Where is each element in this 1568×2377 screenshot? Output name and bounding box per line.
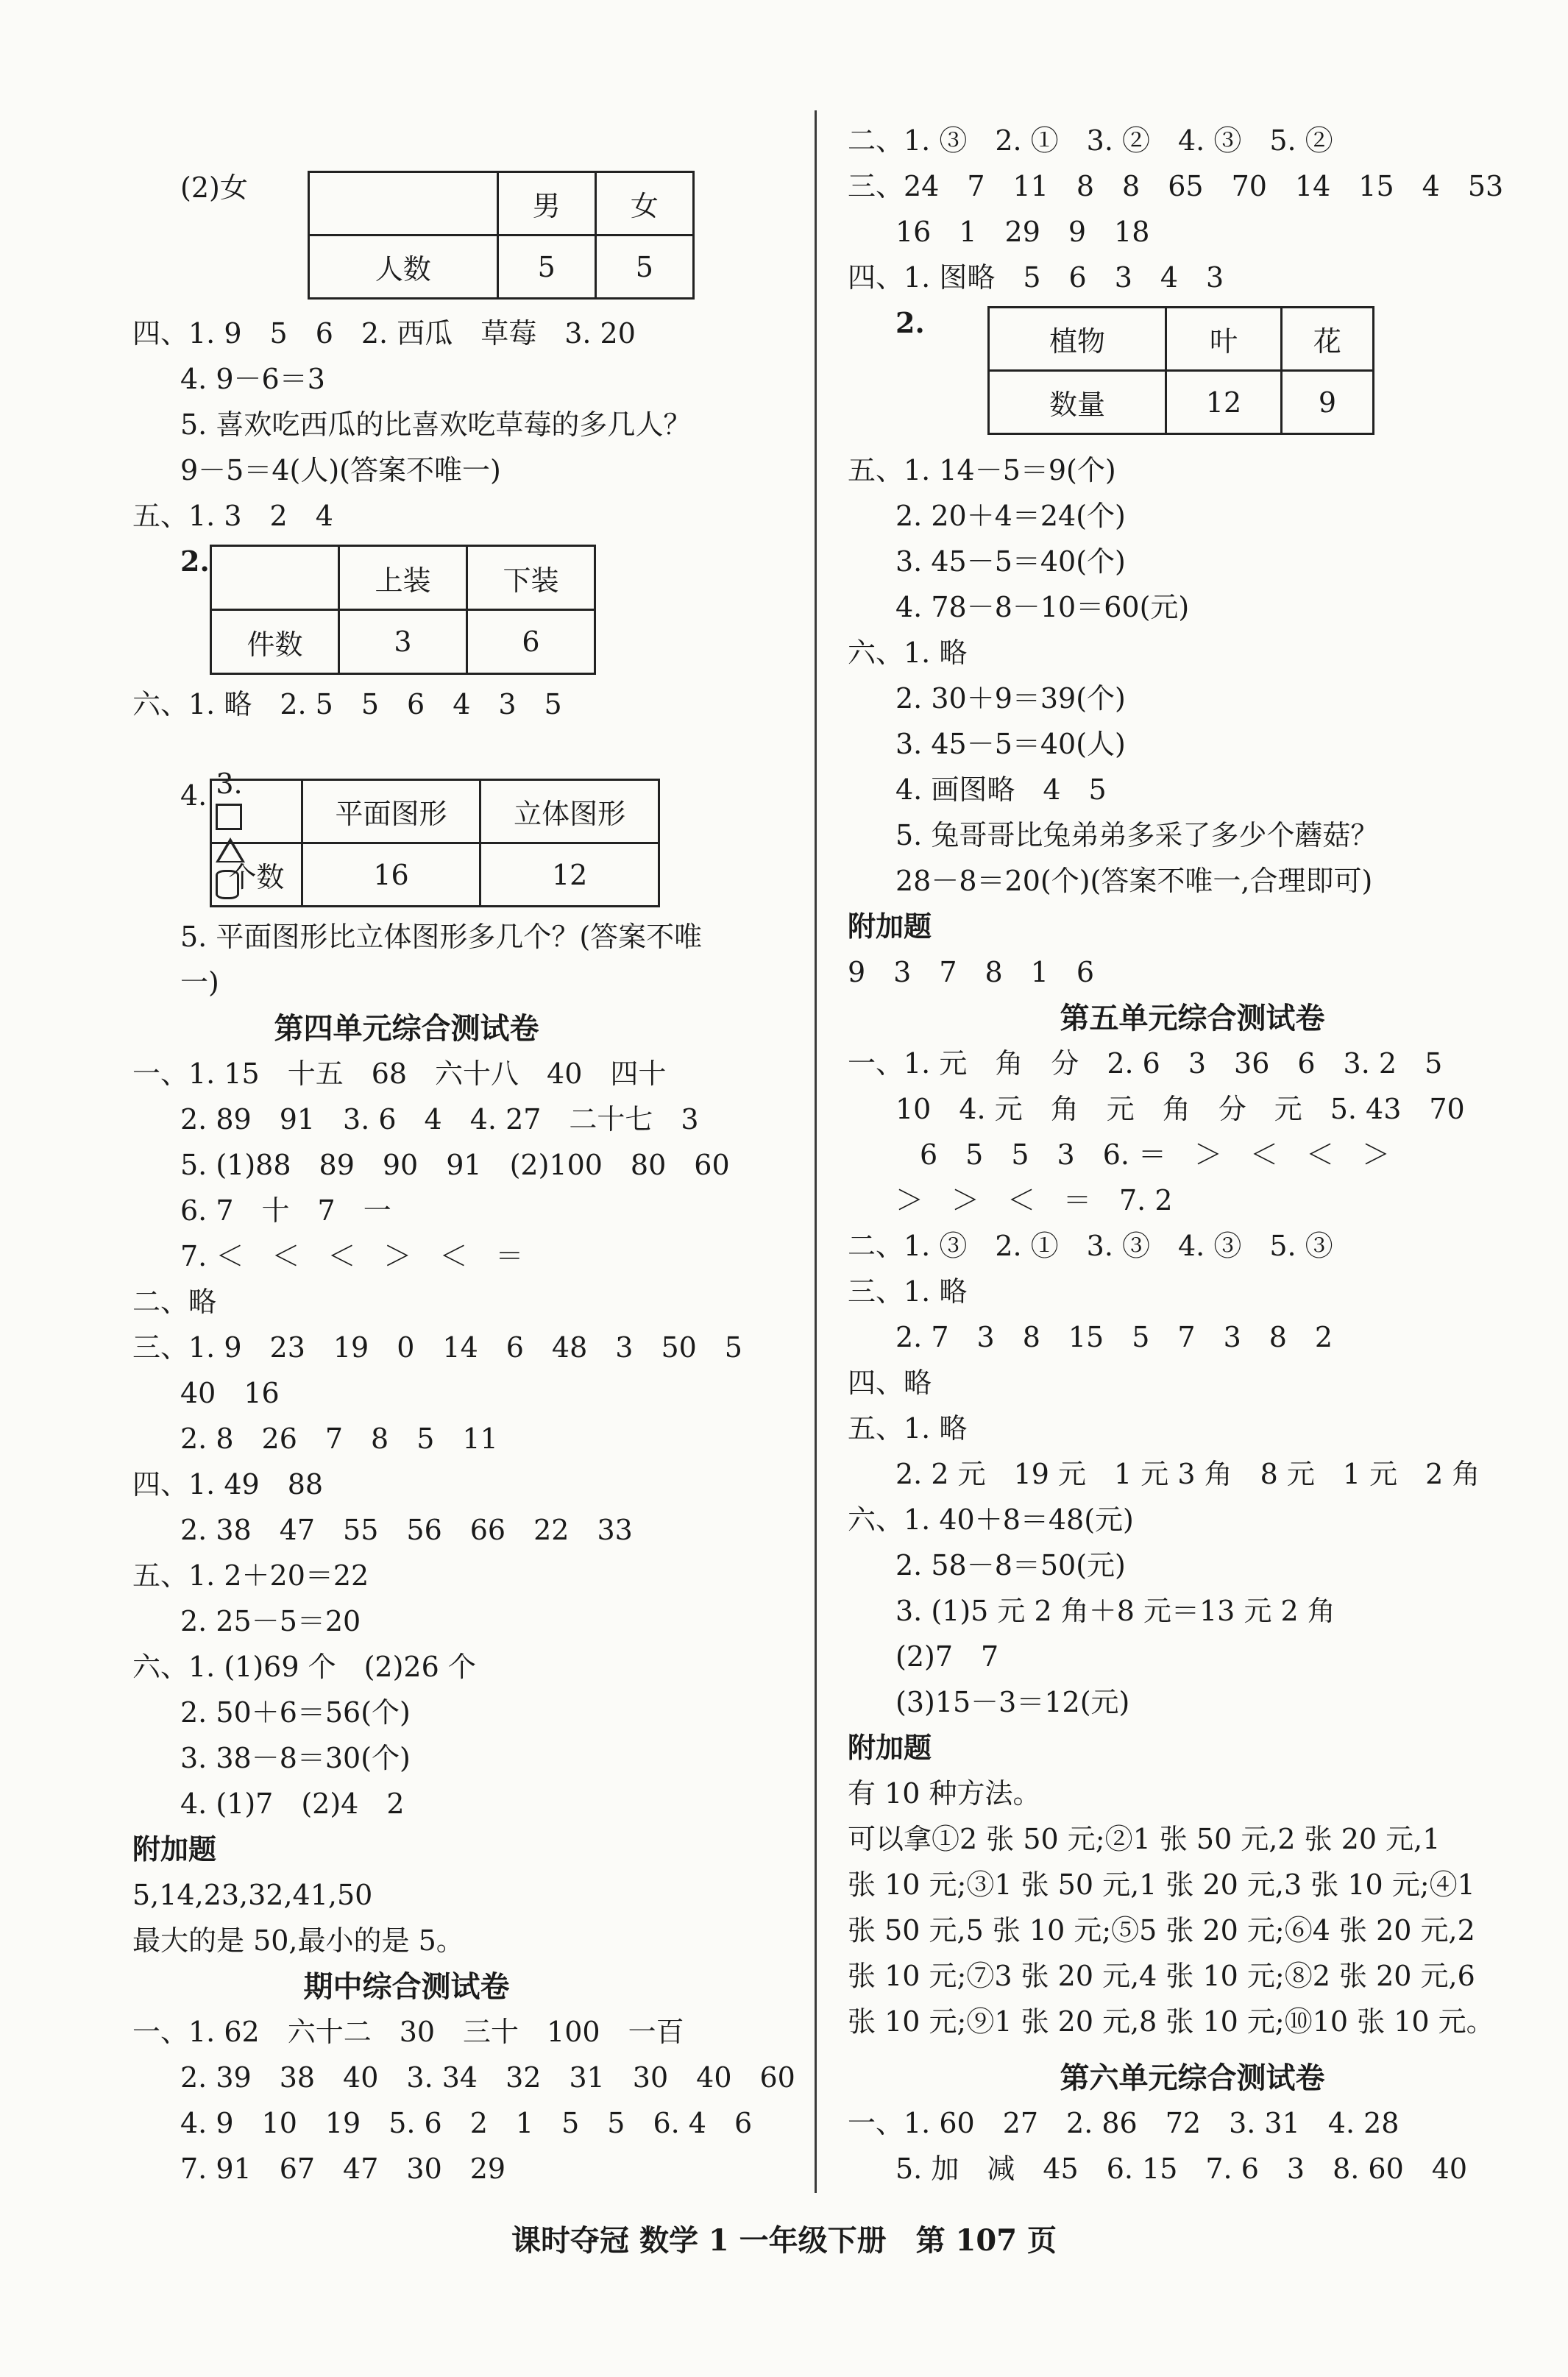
answer-line: 有 10 种方法。 [848,1777,1041,1810]
answer-line: 六、1. 40＋8＝48(元) [848,1503,1134,1536]
answer-line: 3. 45－5＝40(个) [895,545,1126,578]
answer-line: (3)15－3＝12(元) [895,1686,1130,1718]
answer-line: 四、1. 图略 5 6 3 4 3 [848,261,1224,294]
answer-line: 三、24 7 11 8 8 65 70 14 15 4 53 [848,170,1504,202]
answer-line: 2. 2 元 19 元 1 元 3 角 8 元 1 元 2 角 [895,1458,1480,1490]
answer-line: 2. 25－5＝20 [180,1605,361,1637]
answer-line: 张 10 元;⑨1 张 20 元,8 张 10 元;⑩10 张 10 元。 [848,2005,1494,2038]
answer-line: 4. 9－6＝3 [180,363,325,395]
section-title: 第六单元综合测试卷 [1060,2061,1325,2095]
answer-line: 4. 画图略 4 5 [895,773,1107,806]
answer-line: 二、略 [132,1286,217,1318]
table-cell: 5 [595,235,693,299]
section-title: 第四单元综合测试卷 [274,1012,539,1046]
answer-line: (2)7 7 [895,1640,999,1673]
page-footer: 课时夺冠 数学 1 一年级下册 第 107 页 [511,2223,1057,2258]
answer-line: 六、1. 略 2. 5 5 6 4 3 5 [132,688,562,720]
answer-line: 10 4. 元 角 元 角 分 元 5. 43 70 [895,1093,1465,1125]
clothing-table [210,545,596,675]
answer-line: 3. 38－8＝30(个) [180,1742,411,1774]
answer-line: 5,14,23,32,41,50 [132,1879,373,1911]
answer-line: 可以拿①2 张 50 元;②1 张 50 元,2 张 20 元,1 [848,1823,1441,1855]
answer-line: 一、1. 60 27 2. 86 72 3. 31 4. 28 [848,2107,1400,2139]
answer-line: 六、1. 略 [848,637,968,669]
answer-line: 2. [180,545,210,578]
gender-table [308,171,695,300]
answer-line: 7. 91 67 47 30 29 [180,2153,506,2185]
table-cell [211,780,302,843]
answer-line: 16 1 29 9 18 [895,216,1150,248]
answer-line: 一、1. 62 六十二 30 三十 100 一百 [132,2016,684,2048]
answer-line: 2. 58－8＝50(元) [895,1549,1126,1581]
table-cell: 9 [1281,371,1373,434]
table-cell: 6 [467,610,595,674]
table-cell [309,172,498,235]
answer-line: 4. [180,779,207,812]
answer-line: 五、1. 略 [848,1412,968,1445]
extra-question-label: 附加题 [132,1833,217,1866]
answer-line: 张 10 元;⑦3 张 20 元,4 张 10 元;⑧2 张 20 元,6 [848,1960,1475,1992]
section-title: 期中综合测试卷 [303,1970,510,2004]
answer-line: 4. 78－8－10＝60(元) [895,591,1190,623]
table-cell: 5 [497,235,595,299]
answer-line: 四、略 [848,1367,932,1399]
table-cell: 件数 [211,610,339,674]
table-cell: 叶 [1166,308,1282,371]
answer-line: 张 50 元,5 张 10 元;⑤5 张 20 元;⑥4 张 20 元,2 [848,1914,1475,1946]
answer-line: 9 3 7 8 1 6 [848,956,1095,988]
table-cell: 3 [339,610,467,674]
answer-line: 5. (1)88 89 90 91 (2)100 80 60 [180,1149,730,1181]
table-cell: 16 [302,843,480,907]
answer-line: 4. (1)7 (2)4 2 [180,1788,405,1820]
answer-line: 2. 30＋9＝39(个) [895,682,1126,715]
answer-line: 五、1. 3 2 4 [132,500,333,532]
answer-line: 6 5 5 3 6. ＝ ＞ ＜ ＜ ＞ [920,1138,1391,1171]
table-cell: 花 [1281,308,1373,371]
answer-line: 3. (1)5 元 2 角＋8 元＝13 元 2 角 [895,1595,1335,1627]
answer-line: 2. 7 3 8 15 5 7 3 8 2 [895,1321,1333,1353]
answer-line: 5. 加 减 45 6. 15 7. 6 3 8. 60 40 [895,2153,1468,2185]
answer-line: 四、1. 9 5 6 2. 西瓜 草莓 3. 20 [132,317,636,350]
answer-line: 2. [895,306,925,339]
answer-line: 六、1. (1)69 个 (2)26 个 [132,1651,476,1683]
answer-line: 2. 89 91 3. 6 4 4. 27 二十七 3 [180,1103,699,1136]
extra-question-label: 附加题 [848,1732,932,1764]
table-cell: 男 [497,172,595,235]
answer-line: 四、1. 49 88 [132,1468,324,1501]
extra-question-label: 附加题 [848,910,932,943]
table-cell: 数量 [989,371,1166,434]
answer-line: 28－8＝20(个)(答案不唯一,合理即可) [895,865,1373,897]
answer-line: 三、1. 略 [848,1275,968,1308]
answer-line: 6. 7 十 7 一 [180,1194,391,1227]
answer-line: 7. ＜ ＜ ＜ ＞ ＜ ＝ [180,1240,524,1272]
table-cell: 个数 [211,843,302,907]
table-cell: 12 [1166,371,1282,434]
answer-line: 3. 45－5＝40(人) [895,728,1126,760]
answer-line: 4. 9 10 19 5. 6 2 1 5 5 6. 4 6 [180,2107,753,2139]
table-cell: 12 [480,843,659,907]
column-divider [815,110,817,2193]
answer-line: 一、1. 元 角 分 2. 6 3 36 6 3. 2 5 [848,1047,1443,1080]
table-cell [211,546,339,610]
answer-line: 2. 8 26 7 8 5 11 [180,1423,498,1455]
answer-line: 最大的是 50,最小的是 5。 [132,1924,464,1957]
answer-label: 3. [216,768,243,800]
answer-line: 40 16 [180,1377,280,1409]
table-cell: 女 [595,172,693,235]
table-cell: 人数 [309,235,498,299]
answer-line: 2. 20＋4＝24(个) [895,500,1126,532]
answer-line: 五、1. 14－5＝9(个) [848,454,1116,486]
table-cell: 立体图形 [480,780,659,843]
table-cell: 上装 [339,546,467,610]
answer-line: 三、1. 9 23 19 0 14 6 48 3 50 5 [132,1331,742,1364]
answer-line: 二、1. ③ 2. ① 3. ③ 4. ③ 5. ③ [848,1230,1333,1262]
answer-line: 2. 50＋6＝56(个) [180,1696,411,1729]
table-cell: 平面图形 [302,780,480,843]
table-cell: 下装 [467,546,595,610]
answer-line: 五、1. 2＋20＝22 [132,1559,369,1592]
shapes-table [210,779,660,907]
answer-line: 2. 39 38 40 3. 34 32 31 30 40 60 [180,2061,795,2094]
section-title: 第五单元综合测试卷 [1060,1002,1325,1035]
answer-line: 5. 喜欢吃西瓜的比喜欢吃草莓的多几人？ [180,408,692,441]
answer-line: 一、1. 15 十五 68 六十八 40 四十 [132,1058,667,1090]
answer-line: ＞ ＞ ＜ ＝ 7. 2 [895,1184,1173,1216]
answer-line: 5. 兔哥哥比兔弟弟多采了多少个蘑菇？ [895,819,1379,851]
answer-line: 9－5＝4(人)(答案不唯一) [180,454,501,486]
answer-line: 2. 38 47 55 56 66 22 33 [180,1514,633,1546]
plant-table [987,306,1374,435]
answer-line: 5. 平面图形比立体图形多几个？(答案不唯 [180,921,703,953]
answer-line: 二、1. ③ 2. ① 3. ② 4. ③ 5. ② [848,124,1333,157]
answer-line: (2)女 [180,171,248,204]
answer-line: 一) [180,966,219,999]
answer-line: 张 10 元;③1 张 50 元,1 张 20 元,3 张 10 元;④1 [848,1868,1475,1901]
table-cell: 植物 [989,308,1166,371]
